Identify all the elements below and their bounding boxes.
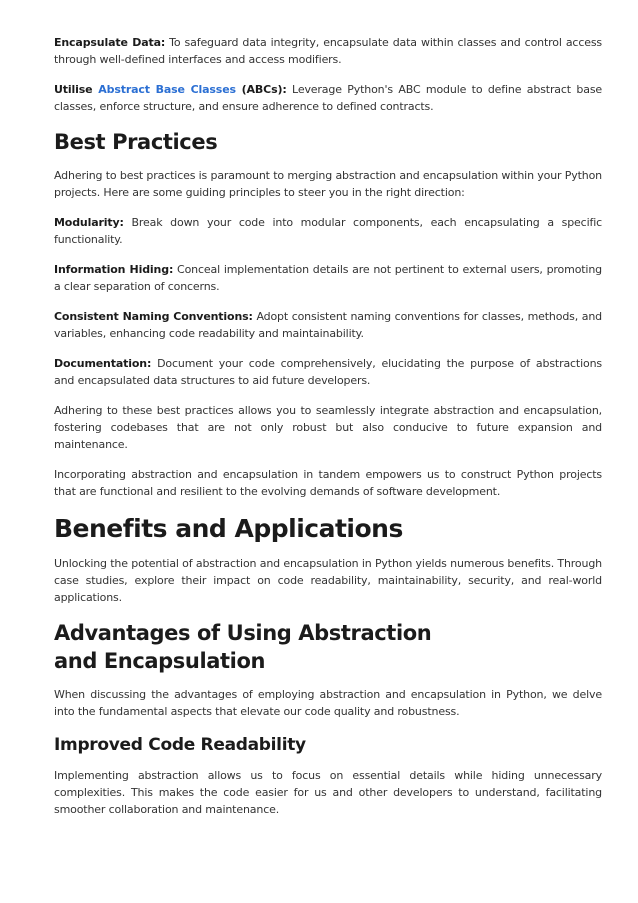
utilise-abc-label: (ABCs):: [235, 83, 287, 96]
best-practices-closing-1: Adhering to these best practices allows you to seamlessly integrate abstraction and encapsulation, fostering codebases that are not only robust but also conducive to future expansion and maintenance.: [54, 404, 602, 451]
modularity-text: Break down your code into modular components, each encapsulating a specific functionality.: [54, 216, 602, 246]
best-practices-intro: Adhering to best practices is paramount to merging abstraction and encapsulation within your Python projects. Here are some guiding principles to steer you in the right direction:: [54, 169, 602, 199]
documentation-text: Document your code comprehensively, elucidating the purpose of abstractions and encapsulated data structures to aid future developers.: [54, 357, 602, 387]
documentation-paragraph: [54, 355, 602, 389]
information-hiding-paragraph: [54, 261, 602, 295]
abstract-base-classes-link[interactable]: Abstract Base Classes: [98, 83, 236, 96]
modularity-label: Modularity:: [54, 216, 124, 229]
readability-text: Implementing abstraction allows us to focus on essential details while hiding unnecessary complexities. This makes the code easier for us and other developers to understand, facilitating smoother collaboration and maintenance.: [54, 769, 602, 816]
information-hiding-label: Information Hiding:: [54, 263, 174, 276]
benefits-text: Unlocking the potential of abstraction and encapsulation in Python yields numerous benefits. Through case studies, explore their impact on code readability, maintainability, security, and real-world applications.: [54, 557, 602, 604]
naming-conventions-label: Consistent Naming Conventions:: [54, 310, 253, 323]
advantages-text: When discussing the advantages of employing abstraction and encapsulation in Python, we delve into the fundamental aspects that elevate our code quality and robustness.: [54, 688, 602, 718]
best-practices-closing-2: Incorporating abstraction and encapsulation in tandem empowers us to construct Python projects that are functional and resilient to the evolving demands of software development.: [54, 468, 602, 498]
readability-heading: Improved Code Readability: [54, 735, 306, 755]
encapsulate-data-label: Encapsulate Data:: [54, 36, 166, 49]
benefits-heading: Benefits and Applications: [54, 514, 403, 543]
utilise-prefix: Utilise: [54, 83, 99, 96]
naming-conventions-paragraph: [54, 308, 602, 342]
best-practices-heading: Best Practices: [54, 130, 218, 154]
information-hiding-text: Conceal implementation details are not pertinent to external users, promoting a clear separation of concerns.: [54, 263, 602, 293]
naming-conventions-text: Adopt consistent naming conventions for classes, methods, and variables, enhancing code readability and maintainability.: [54, 310, 602, 340]
encapsulate-data-text: To safeguard data integrity, encapsulate data within classes and control access through well-defined interfaces and access modifiers.: [54, 36, 602, 66]
modularity-paragraph: [54, 214, 602, 248]
advantages-heading: Advantages of Using Abstraction and Encapsulation: [54, 621, 432, 673]
documentation-label: Documentation:: [54, 357, 152, 370]
utilise-abc-text: Leverage Python's ABC module to define abstract base classes, enforce structure, and ensure adherence to defined contracts.: [54, 83, 603, 113]
encapsulate-data-paragraph: [54, 34, 602, 68]
utilise-abc-paragraph: [54, 81, 602, 115]
